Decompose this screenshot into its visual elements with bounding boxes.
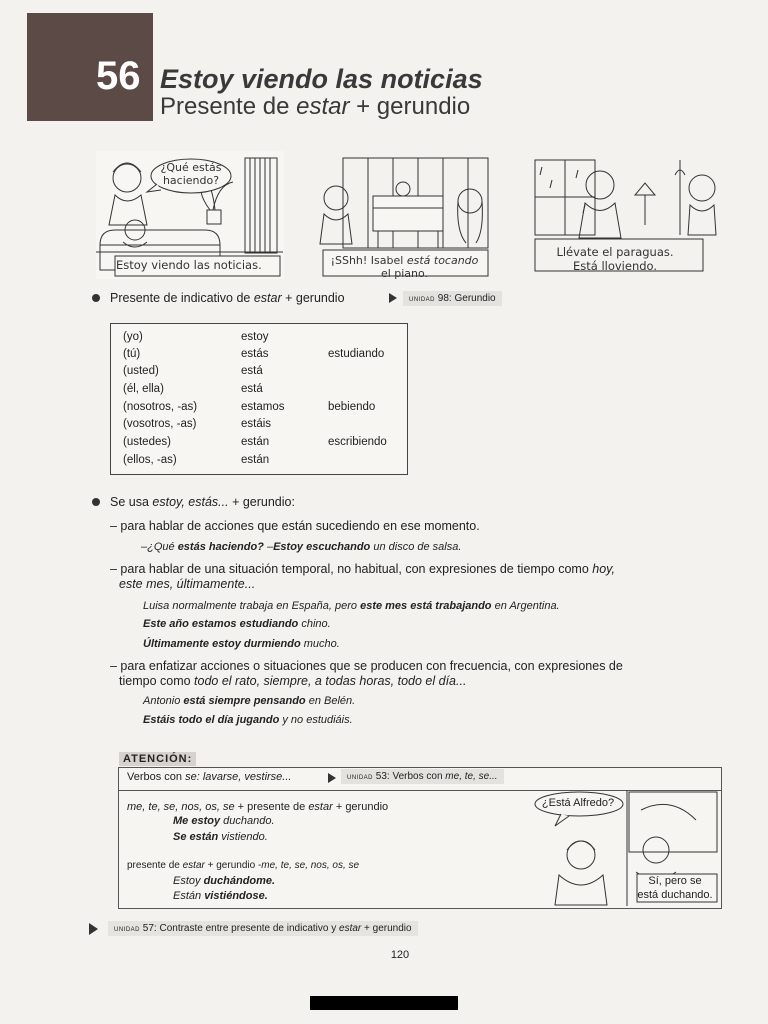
- gerund: estudiando: [328, 348, 385, 360]
- footer-bar: [310, 996, 458, 1010]
- section1-heading: Presente de indicativo de estar + gerundio: [110, 291, 345, 305]
- verb-form: estáis: [241, 418, 272, 430]
- pronoun: (ellos, -as): [123, 454, 177, 466]
- pronoun: (él, ella): [123, 383, 164, 395]
- arrow-icon: [89, 923, 98, 935]
- use-3-line1: – para enfatizar acciones o situaciones que se producen con frecuencia, con expresiones de: [110, 659, 623, 673]
- ref-unidad-57[interactable]: unidad 57: Contraste entre presente de indicativo y estar + gerundio: [108, 921, 418, 936]
- atencion-ex3: Estoy duchándome.: [173, 875, 276, 887]
- gerund: escribiendo: [328, 436, 387, 448]
- example-4: Últimamente estoy durmiendo mucho.: [143, 638, 340, 650]
- atencion-ex1: Me estoy duchando.: [173, 815, 275, 827]
- example-2: Luisa normalmente trabaja en España, pero este mes está trabajando en Argentina.: [143, 600, 560, 612]
- pronoun: (yo): [123, 331, 143, 343]
- gerund: bebiendo: [328, 401, 376, 413]
- unit-number: 56: [96, 54, 141, 98]
- caption-estoy-viendo: Estoy viendo las noticias.: [116, 258, 262, 272]
- bubble-que-estas-haciendo: ¿Qué estás haciendo?: [160, 161, 222, 187]
- caption-si-pero-se: Sí, pero se: [648, 875, 702, 887]
- bullet-dot: [92, 498, 100, 506]
- pronoun: (nosotros, -as): [123, 401, 198, 413]
- verb-form: estamos: [241, 401, 285, 413]
- caption-esta-lloviendo: Está lloviendo.: [572, 259, 658, 273]
- verb-form: estás: [241, 348, 269, 360]
- verb-form: está: [241, 383, 263, 395]
- caption-llevate-paraguas: Llévate el paraguas.: [556, 245, 674, 259]
- bubble-esta-alfredo: ¿Está Alfredo?: [541, 797, 615, 809]
- example-3: Este año estamos estudiando chino.: [143, 618, 331, 630]
- page-title: Estoy viendo las noticias: [160, 64, 483, 94]
- pronoun: (usted): [123, 365, 159, 377]
- caption-isabel-piano: ¡SShh! Isabel está tocando: [330, 254, 479, 267]
- pronoun: (tú): [123, 348, 141, 360]
- atencion-rule1: me, te, se, nos, os, se + presente de estar + gerundio: [127, 801, 389, 813]
- arrow-icon: [328, 773, 336, 783]
- verb-form: está: [241, 365, 263, 377]
- example-1: –¿Qué estás haciendo? –Estoy escuchando un disco de salsa.: [141, 541, 462, 553]
- atencion-rule2: presente de estar + gerundio -me, te, se, nos, os, se: [127, 860, 360, 871]
- example-6: Estáis todo el día jugando y no estudiáis.: [143, 714, 353, 726]
- ref-unidad-53[interactable]: unidad 53: Verbos con me, te, se...: [341, 769, 504, 784]
- bullet-dot: [92, 294, 100, 302]
- pronoun: (vosotros, -as): [123, 418, 197, 430]
- use-2-line2: este mes, últimamente...: [119, 577, 256, 591]
- example-5: Antonio está siempre pensando en Belén.: [143, 695, 356, 707]
- ref-unidad-98[interactable]: unidad 98: Gerundio: [403, 291, 502, 306]
- use-1: – para hablar de acciones que están sucediendo en ese momento.: [110, 519, 480, 533]
- caption-el-piano: el piano.: [380, 267, 429, 280]
- arrow-icon: [389, 293, 397, 303]
- page-subtitle: Presente de estar + gerundio: [160, 93, 471, 120]
- atencion-ex2: Se están vistiendo.: [173, 831, 268, 843]
- atencion-ex4: Están vistiéndose.: [173, 890, 268, 902]
- conjugation-table: [110, 323, 408, 475]
- use-2-line1: – para hablar de una situación temporal, no habitual, con expresiones de tiempo como hoy,: [110, 562, 615, 576]
- verb-form: estoy: [241, 331, 269, 343]
- atencion-label: ATENCIÓN:: [119, 752, 196, 766]
- section2-heading: Se usa estoy, estás... + gerundio:: [110, 495, 295, 509]
- atencion-box: [118, 767, 722, 909]
- page-number: 120: [390, 949, 410, 961]
- caption-esta-duchando: está duchando.: [637, 889, 713, 901]
- verb-form: están: [241, 436, 270, 448]
- pronoun: (ustedes): [123, 436, 171, 448]
- atencion-line1: Verbos con se: lavarse, vestirse...: [127, 771, 292, 783]
- verb-form: están: [241, 454, 270, 466]
- use-3-line2: tiempo como todo el rato, siempre, a todas horas, todo el día...: [119, 674, 467, 688]
